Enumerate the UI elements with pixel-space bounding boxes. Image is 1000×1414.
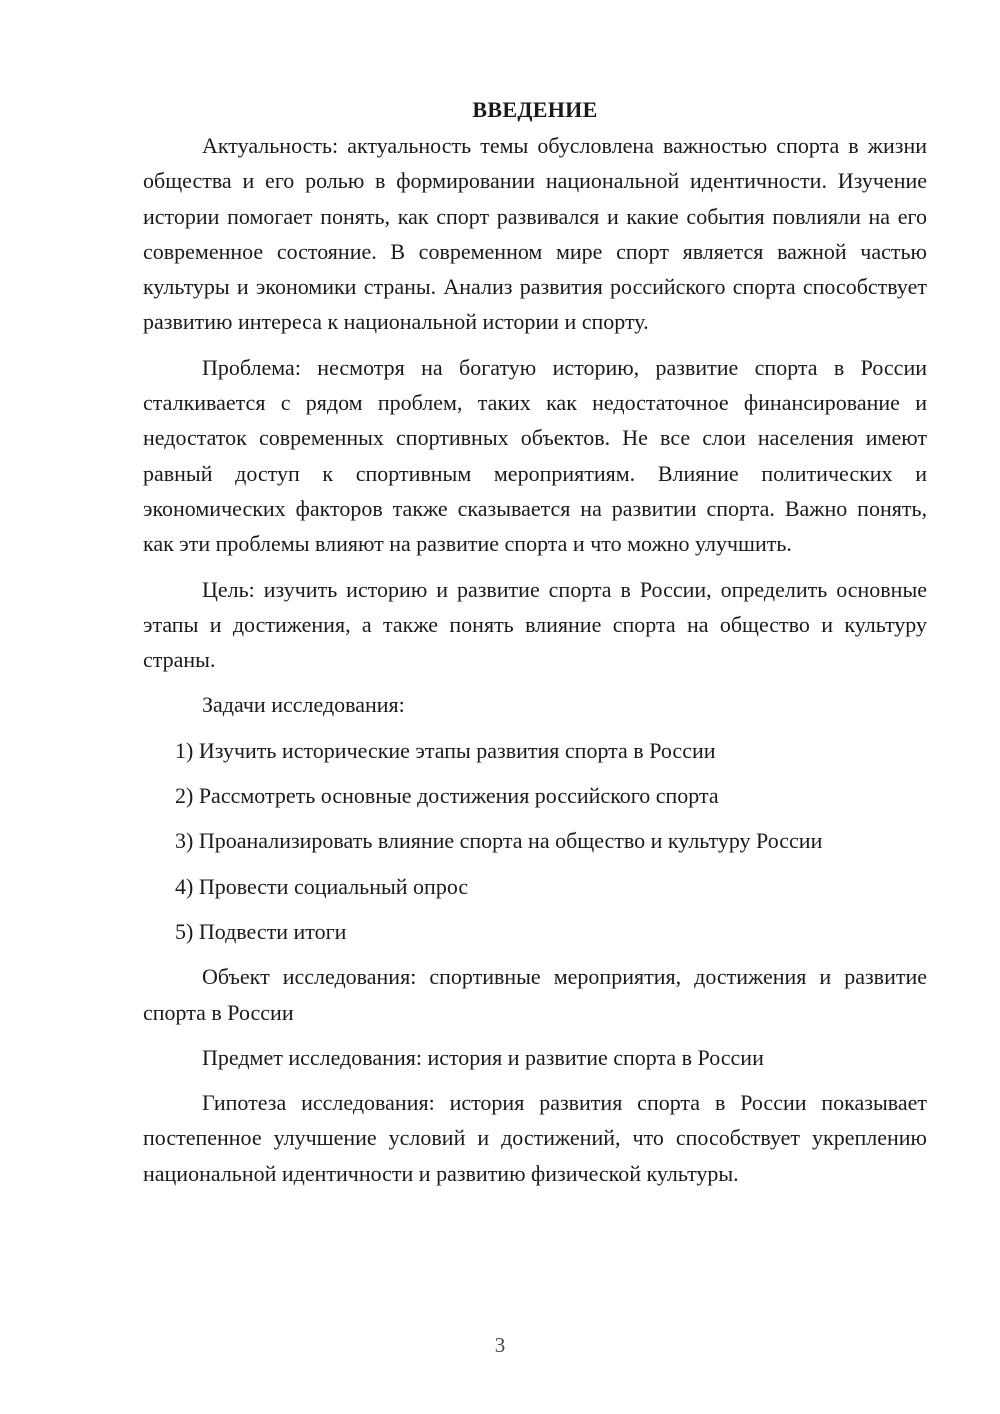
paragraph-subject: Предмет исследования: история и развитие спорта в России [202, 1044, 764, 1070]
task-item-4: 4) Провести социальный опрос [175, 873, 469, 899]
task-item-3: 3) Проанализировать влияние спорта на общество и культуру России [175, 828, 823, 854]
task-item-1: 1) Изучить исторические этапы развития спорта в России [175, 737, 716, 763]
page-title: ВВЕДЕНИЕ [472, 97, 598, 122]
paragraph-hypothesis: Гипотеза исследования: история развития спорта в России показывает постепенное улучшение условий и достижений, что способствует укреплению национальной идентичности и развитию физической культуры. [143, 1090, 927, 1186]
document-page [143, 92, 927, 1201]
task-item-2: 2) Рассмотреть основные достижения российского спорта [175, 783, 719, 809]
paragraph-goal: Цель: изучить историю и развитие спорта в России, определить основные этапы и достижения, а также понять влияние спорта на общество и культуру страны. [143, 576, 927, 673]
paragraph-problem: Проблема: несмотря на богатую историю, развитие спорта в России сталкивается с рядом проблем, таких как недостаточное финансирование и недостаток современных спортивных объектов. Не все слои населения имеют равный доступ к спортивным мероприятиям. Влияние политических и экономических факторов также сказывается на развитии спорта. Важно понять, как эти проблемы влияют на развитие спорта и что можно улучшить. [143, 354, 927, 557]
paragraph-tasks-heading: Задачи исследования: [202, 692, 405, 718]
paragraph-relevance: Актуальность: актуальность темы обусловлена важностью спорта в жизни общества и его ролью в формировании национальной идентичности. Изучение истории помогает понять, как спорт развивался и какие события повлияли на его современное состояние. В современном мире спорт является важной частью культуры и экономики страны. Анализ развития российского спорта способствует развитию интереса к национальной истории и спорту. [143, 133, 927, 335]
page-number: 3 [494, 1333, 506, 1357]
tasks-list [143, 733, 927, 949]
task-item-5: 5) Подвести итоги [175, 918, 347, 944]
paragraph-object: Объект исследования: спортивные мероприятия, достижения и развитие спорта в России [143, 964, 927, 1025]
